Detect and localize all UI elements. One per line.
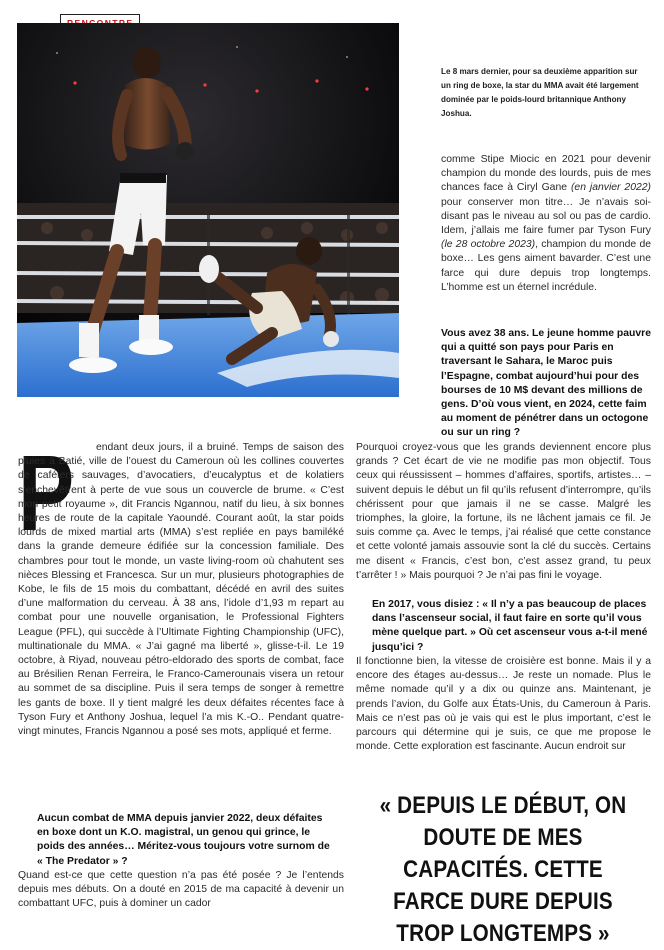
answer-paragraph-3: Il fonctionne bien, la vitesse de croisière est bonne. Mais il y a encore des étages au-dessus… Je reste un nomade. Plus le même nomade qu’il y a dix ou quinze ans. Maintenant, je prends l’avion, du Golfe aux États-Unis, du Cameroun à Paris. Mais ce n’est pas où je vais qui est le plus important, c’est le parcours qui détermine qui je suis, ce que me propose le monde. Cette exploration est fascinante. Aucun endroit sur: [356, 656, 651, 753]
interview-question-2: En 2017, vous disiez : « Il n’y a pas beaucoup de places dans l’ascenseur social, il faut faire en sorte qu’il vous mène quelque part. » Où cet ascenseur vous a-t-il mené jusqu’ici ?: [372, 599, 648, 653]
article-left-column: [18, 432, 344, 739]
photo-caption: Le 8 mars dernier, pour sa deuxième apparition sur un ring de boxe, la star du MMA avait été largement dominée par le poids-lourd britannique Anthony Joshua.: [441, 67, 639, 118]
article-left-bottom: [18, 869, 344, 912]
boxing-photo: [17, 23, 399, 397]
date-note-1: (en janvier 2022): [570, 182, 652, 194]
article-right-bottom: [356, 655, 651, 754]
article-right-top: [441, 153, 651, 295]
answer-continued: comme Stipe Miocic en 2021 pour devenir champion du monde des lourds, puis de mes chances face à Ciryl Gane (en janvier 2022) pour conserver mon titre… Je n’avais soi-disant pas le niveau au sol ou pas de cardio. Idem, j’allais me faire fumer par Tyson Fury (le 28 octobre 2023), champion du monde de boxe… Les gens aiment bavarder. C’est une farce qui dure depuis trop longtemps. L’homme est un éternel incrédule.: [441, 154, 652, 293]
interview-question-3: Aucun combat de MMA depuis janvier 2022, deux défaites en boxe dont un K.O. magistral, un genou qui grince, le poids des années… Méritez-vous toujours votre surnom de « The Predator » ?: [37, 813, 330, 867]
answer-paragraph-2: Pourquoi croyez-vous que les grands deviennent encore plus grands ? Cet écart de vie ne modifie pas mon objectif. Tous ceux qui réussissent – hommes d’affaires, sportifs, artistes… – suivent depuis le début un fil qu’ils refusent d’interrompre, qu’ils chérissent pour que jamais il ne se casse. Malgré les triomphes, la gloire, la fortune, ils ne lâchent jamais ce fil. Je suis comme ça. Avec le temps, j’ai réalisé que cette constance et cette volonté jamais assouvie sont la clé du succès. Certains me disent « Francis, c’est bon, c’est assez grand, tu peux t’arrêter ! » Mais pourquoi ? Je n’ai pas fini le voyage.: [356, 442, 651, 581]
article-right-middle: [356, 441, 651, 583]
interview-question-1: Vous avez 38 ans. Le jeune homme pauvre qui a quitté son pays pour Paris en traversant le Sahara, le Maroc puis l’Espagne, combat aujourd’hui pour des bourses de 10 M$ devant des millions de gens. D’où vous vient, en 2024, cette faim au moment de pénétrer dans un octogone ou sur un ring ?: [441, 328, 652, 439]
answer-paragraph: Quand est-ce que cette question n’a pas été posée ? Je l’entends depuis mes débuts. On a douté en 2015 de ma capacité à devenir un combattant UFC, puis à dominer un cador: [18, 870, 344, 910]
pull-quote: « DEPUIS LE DÉBUT, ON DOUTE DE MES CAPACITÉS. CETTE FARCE DURE DEPUIS TROP LONGTEMPS »: [379, 792, 627, 947]
drop-cap: P: [18, 432, 75, 553]
date-note-2: (le 28 octobre 2023): [441, 239, 536, 251]
intro-paragraph: endant deux jours, il a bruiné. Temps de saison des pluies à Batié, ville de l’ouest du Cameroun où les collines couvertes de caféiers sauvages, d’avocatiers, d’eucalyptus et de kolatiers s’enchevêtrent à perte de vue sous un couvercle de brume. « C’est mon petit royaume », dit Francis Ngannou, natif du lieu, à six bonnes heures de route de la capitale Yaoundé. Courant août, la star poids lourds de mixed martial arts (MMA) s’est repliée en pays bamiléké dans la grande demeure édifiée sur la concession familiale. Des chambres pour tout le monde, un vaste living-room où chahutent ses nièces Blessing et Francesca. Sur un mur, plusieurs photographies de Kobe, le fils de 15 mois du combattant, décédé en avril des suites d’une malformation du cerveau. À 38 ans, l’idole d’1,93 m repart au combat pour une nouvelle organisation, le Professional Fighters League (PFL), qui succède à l’Ultimate Fighting Championship (UFC), multinationale du MMA. « J’ai gagné ma liberté », glisse-t-il. Le 19 octobre, à Riyad, nouveau pétro-eldorado des sports de combat, face au Brésilien Renan Ferreira, le Franco-Camerounais visera un retour au sommet de sa discipline. Puis il sera temps de songer à remettre les gants de boxe. Il y tient malgré les deux défaites récentes face à Tyson Fury et Anthony Joshua, lequel l’a mis K.-O.. Pendant quatre-vingt minutes, Francis Ngannou a posé ses mots, appliqué et ferme.: [18, 442, 344, 738]
